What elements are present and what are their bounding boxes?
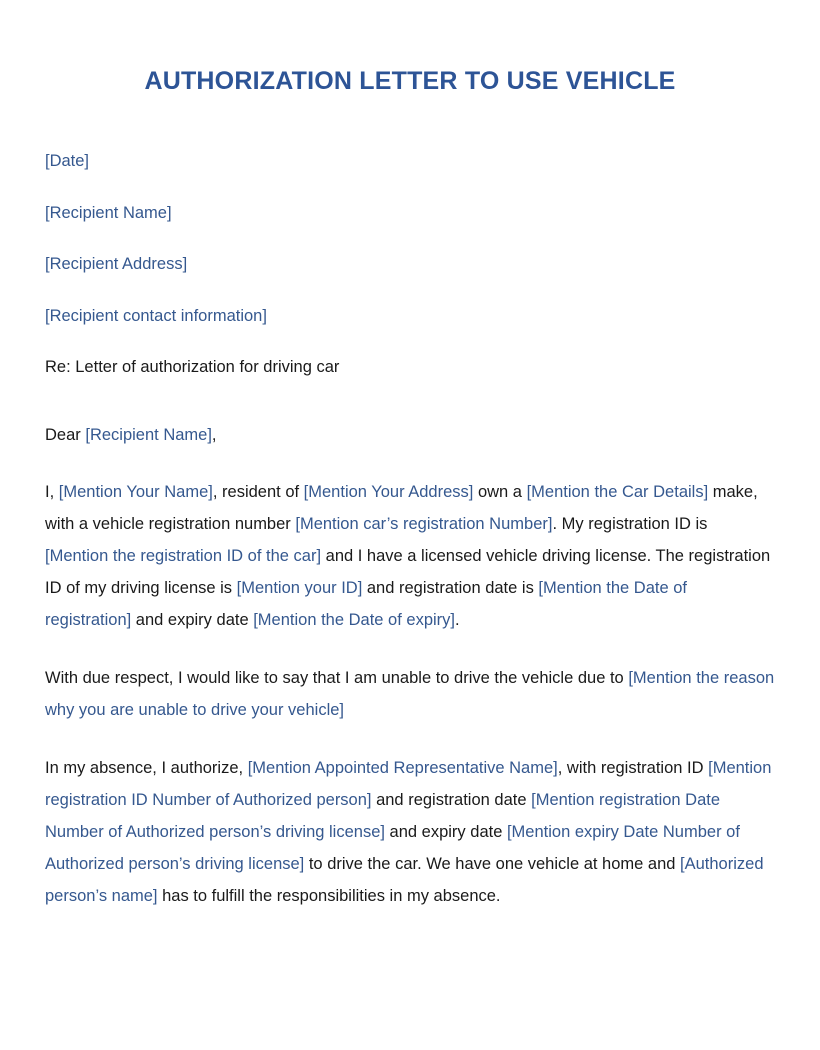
paragraph-authorization: [45, 752, 775, 912]
static-text: I,: [45, 483, 59, 501]
salutation-comma: ,: [211, 425, 217, 444]
static-text: In my absence, I authorize,: [45, 759, 248, 777]
paragraph-reason: [45, 662, 775, 726]
placeholder-field: [Authorized person’s name]: [45, 855, 764, 905]
header-field-recipient-address: [Recipient Address]: [45, 255, 188, 273]
placeholder-field: [Mention the reason why you are unable to drive your vehicle]: [45, 669, 775, 719]
salutation-greeting: Dear: [45, 425, 86, 444]
static-text: and expiry date: [131, 611, 254, 629]
placeholder-field: [Mention expiry Date Number of Authorized person’s driving license]: [45, 823, 740, 873]
placeholder-field: [Mention your ID]: [236, 579, 363, 597]
static-text: make, with a vehicle registration number: [45, 483, 758, 533]
placeholder-field: [Mention the registration ID of the car]: [45, 547, 322, 565]
static-text: and expiry date: [384, 823, 507, 841]
header-field-recipient-contact: [Recipient contact information]: [45, 306, 267, 325]
placeholder-field: [Mention the Car Details]: [526, 483, 709, 501]
placeholder-field: [Mention Your Name]: [58, 483, 213, 501]
static-text: , with registration ID: [557, 759, 709, 777]
static-text: With due respect, I would like to say that I am unable to drive the vehicle due to: [45, 669, 629, 687]
static-text: and I have a licensed vehicle driving license. The registration ID of my driving license is: [45, 547, 771, 597]
page-title: AUTHORIZATION LETTER TO USE VEHICLE: [144, 67, 676, 95]
placeholder-field: [Mention Your Address]: [303, 483, 474, 501]
placeholder-field: [Mention car’s registration Number]: [295, 515, 553, 533]
header-field-recipient-name: [Recipient Name]: [45, 203, 172, 222]
subject-line: Re: Letter of authorization for driving car: [45, 358, 340, 376]
placeholder-field: [Mention the Date of expiry]: [253, 611, 455, 629]
static-text: . My registration ID is: [552, 515, 708, 533]
header-field-date: [Date]: [45, 152, 90, 170]
placeholder-field: [Mention registration ID Number of Authorized person]: [45, 759, 772, 809]
placeholder-field: [Mention Appointed Representative Name]: [247, 759, 558, 777]
static-text: and registration date is: [362, 579, 539, 597]
placeholder-field: [Mention the Date of registration]: [45, 579, 687, 629]
placeholder-field: [Mention registration Date Number of Authorized person’s driving license]: [45, 791, 721, 841]
static-text: .: [455, 611, 460, 629]
static-text: and registration date: [371, 791, 532, 809]
static-text: own a: [473, 483, 527, 501]
letter-header-block: [45, 153, 775, 324]
static-text: , resident of: [212, 483, 304, 501]
static-text: has to fulfill the responsibilities in my absence.: [157, 887, 501, 905]
static-text: to drive the car. We have one vehicle at home and: [304, 855, 681, 873]
paragraph-owner-details: [45, 476, 775, 636]
salutation: [45, 427, 775, 444]
salutation-recipient-placeholder: [Recipient Name]: [85, 425, 212, 444]
